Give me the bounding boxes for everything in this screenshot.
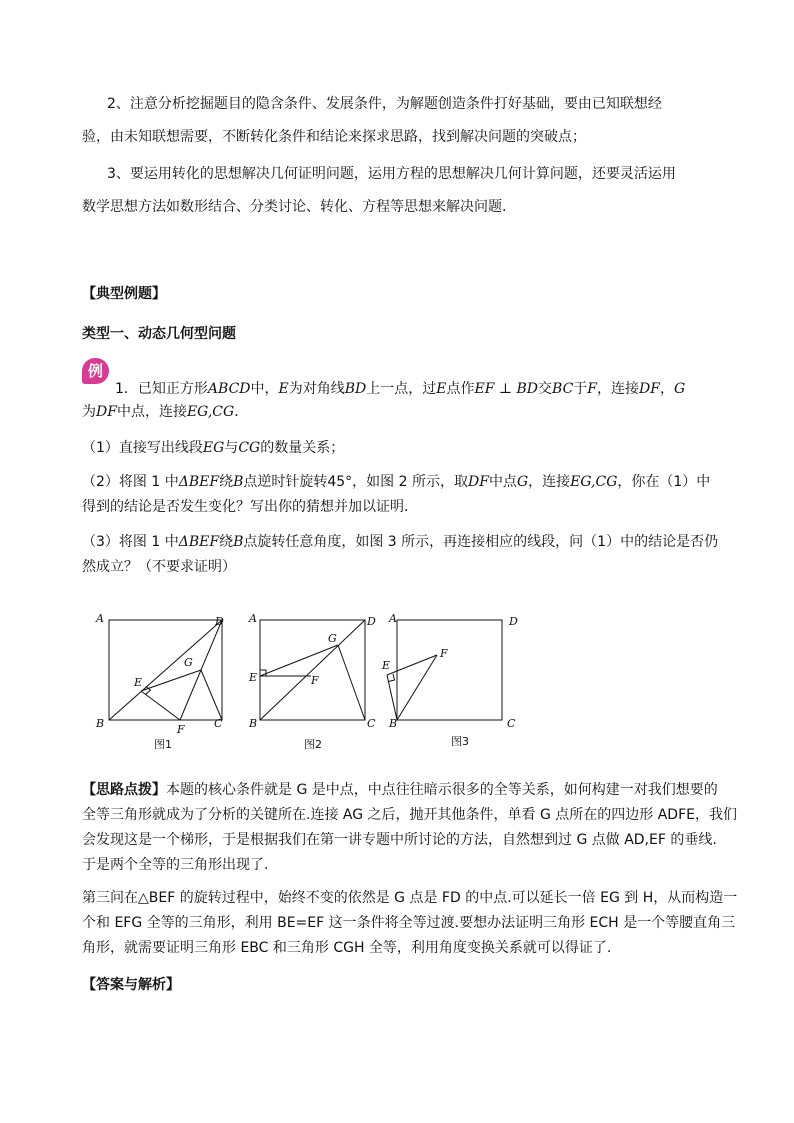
fig3-right-angle-mark <box>389 674 395 682</box>
fig1-segment-eg <box>141 670 201 691</box>
fig3-label-e: E <box>382 659 391 672</box>
fig2-label-a: A <box>249 612 257 625</box>
fig2-caption: 图2 <box>304 738 322 751</box>
question-2-line-2: 得到的结论是否发生变化？写出你的猜想并加以证明． <box>82 499 418 515</box>
example-badge: 例 <box>82 358 109 384</box>
fig1-segment-ef <box>141 691 180 720</box>
fig1-diagonal-bd <box>109 620 222 720</box>
type-title: 类型一、动态几何型问题 <box>82 326 236 342</box>
figure-1 <box>109 620 222 720</box>
question-2-line-1: （2）将图 1 中ΔBEF绕B点逆时针旋转45°，如图 2 所示，取DF中点G，连接EG,CG，你在（1）中 <box>82 474 711 490</box>
fig3-label-b: B <box>389 717 398 730</box>
fig2-label-g: G <box>328 632 337 645</box>
section-heading: 【典型例题】 <box>82 286 166 302</box>
tip-3-line-2: 数学思想方法如数形结合、分类讨论、转化、方程等思想来解决问题. <box>82 199 507 215</box>
fig3-label-f: F <box>440 647 448 660</box>
hint-paragraph-2-line-3: 角形，就需要证明三角形 EBC 和三角形 CGH 全等，利用角度变换关系就可以得证了. <box>82 940 612 956</box>
hint-line-1: 【思路点拨】本题的核心条件就是 G 是中点，中点往往暗示很多的全等关系，如何构建一对我们想要的 <box>82 782 718 798</box>
fig1-label-a: A <box>96 612 104 625</box>
fig1-caption: 图1 <box>154 738 172 751</box>
fig2-label-d: D <box>367 615 376 628</box>
hint-paragraph-2-line-2: 个和 EFG 全等的三角形，利用 BE=EF 这一条件将全等过渡.要想办法证明三角形 ECH 是一个等腰直角三 <box>82 915 736 931</box>
fig1-label-c: C <box>214 717 223 730</box>
tip-3-line-1: 3、要运用转化的思想解决几何证明问题，运用方程的思想解决几何计算问题，还要灵活运用 <box>107 166 676 182</box>
fig3-label-c: C <box>507 717 516 730</box>
hint-line-2: 全等三角形就成为了分析的关键所在.连接 AG 之后，抛开其他条件，单看 G 点所在的四边形 ADFE，我们 <box>82 807 737 823</box>
fig3-label-a: A <box>389 612 397 625</box>
question-3-line-1: （3）将图 1 中ΔBEF绕B点旋转任意角度，如图 3 所示，再连接相应的线段，问（1）中的结论是否仍 <box>82 534 719 550</box>
tip-2-line-1: 2、注意分析挖掘题目的隐含条件、发展条件，为解题创造条件打好基础，要由已知联想经 <box>107 96 662 112</box>
fig3-segment-bf <box>397 655 437 720</box>
problem-line-1: 1．已知正方形ABCD中，E为对角线BD上一点，过E点作EF ⊥ BD交BC于F，连接DF，G <box>115 381 686 397</box>
fig3-segment-be <box>387 675 397 720</box>
fig3-caption: 图3 <box>451 735 469 748</box>
fig2-label-f: F <box>311 674 319 687</box>
fig2-segment-cg <box>338 645 365 720</box>
fig3-segment-ef <box>387 655 437 675</box>
answer-heading: 【答案与解析】 <box>82 977 180 993</box>
hint-paragraph-2-line-1: 第三问在△BEF 的旋转过程中，始终不变的依然是 G 点是 FD 的中点.可以延长一倍 EG 到 H，从而构造一 <box>82 890 738 906</box>
hint-line-3: 会发现这是一个梯形，于是根据我们在第一讲专题中所讨论的方法，自然想到过 G 点做 AD,EF 的垂线. <box>82 832 717 848</box>
fig1-segment-cg <box>201 670 222 720</box>
fig1-label-g: G <box>184 656 193 669</box>
problem-line-2: 为DF中点，连接EG,CG． <box>82 404 249 420</box>
fig3-label-d: D <box>509 615 518 628</box>
figure-2 <box>260 620 365 720</box>
figure-3 <box>387 620 502 720</box>
tip-2-line-2: 验，由未知联想需要，不断转化条件和结论来探求思路，找到解决问题的突破点； <box>82 129 586 145</box>
fig3-square <box>397 620 502 720</box>
fig2-label-c: C <box>367 717 376 730</box>
fig2-segment-eg <box>260 645 338 676</box>
fig1-label-b: B <box>96 717 105 730</box>
fig1-label-f: F <box>177 723 185 736</box>
question-3-line-2: 然成立？（不要求证明） <box>82 559 236 575</box>
fig2-label-e: E <box>249 671 258 684</box>
geometry-figures <box>85 605 525 755</box>
fig1-label-e: E <box>134 676 143 689</box>
hint-line-4: 于是两个全等的三角形出现了. <box>82 857 269 873</box>
hint-label: 【思路点拨】 <box>82 782 166 798</box>
question-1: （1）直接写出线段EG与CG的数量关系； <box>82 440 345 456</box>
fig1-label-d: D <box>215 615 224 628</box>
fig2-label-b: B <box>249 717 258 730</box>
